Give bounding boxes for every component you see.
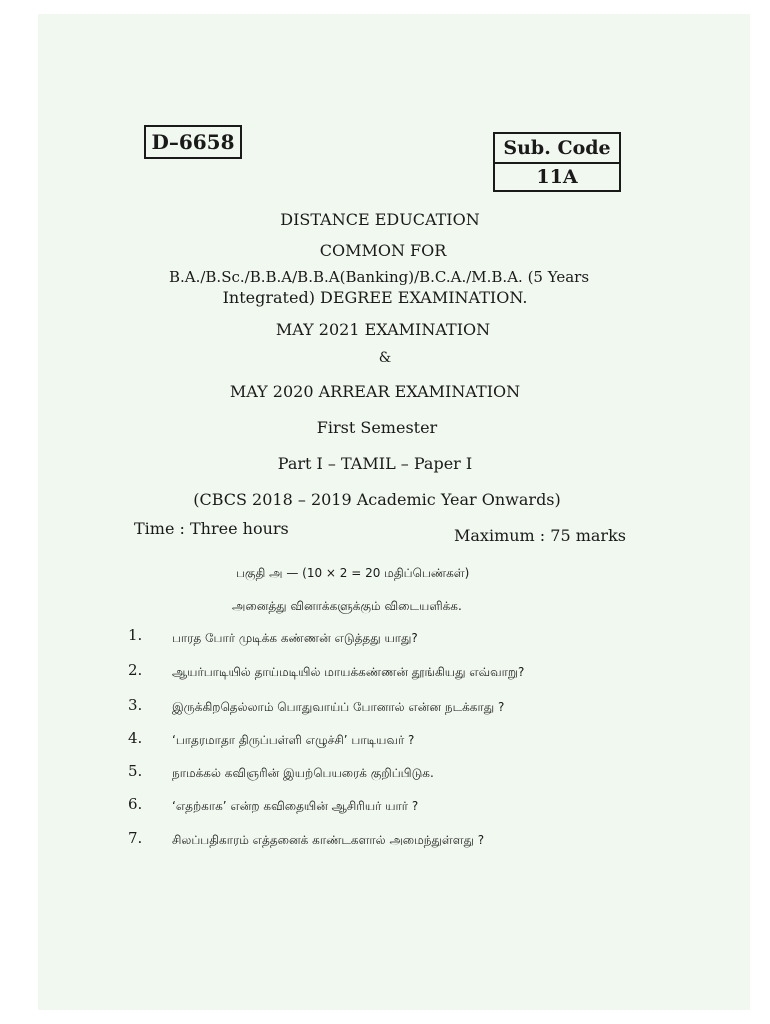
question-text: ஆயர்பாடியில் தாய்மடியில் மாயக்கண்ணன் தூங்கியது எவ்வாறு? (172, 665, 525, 679)
question-number: 4. (128, 729, 143, 747)
title-line-distance-education: DISTANCE EDUCATION (280, 210, 480, 229)
question-text: நாமக்கல் கவிஞரின் இயற்பெயரைக் குறிப்பிடுக. (172, 766, 434, 780)
section-instruction: அனைத்து வினாக்களுக்கும் விடையளிக்க. (232, 599, 462, 613)
exam-time: Time : Three hours (134, 519, 289, 538)
title-line-part: Part I – TAMIL – Paper I (277, 454, 473, 473)
question-text: பாரத போர் முடிக்க கண்ணன் எடுத்தது யாது? (172, 631, 418, 645)
title-line-degree-exam: Integrated) DEGREE EXAMINATION. (222, 288, 528, 307)
title-line-cbcs: (CBCS 2018 – 2019 Academic Year Onwards) (193, 490, 561, 509)
title-line-ampersand: & (378, 350, 392, 366)
question-number: 6. (128, 795, 143, 813)
title-line-may-2021: MAY 2021 EXAMINATION (275, 320, 491, 339)
exam-max-marks: Maximum : 75 marks (454, 526, 626, 545)
section-heading: பகுதி அ — (10 × 2 = 20 மதிப்பெண்கள்) (236, 566, 470, 580)
sub-code-label: Sub. Code (503, 137, 611, 159)
question-number: 2. (128, 661, 143, 679)
paper-code-box (144, 125, 242, 159)
question-number: 7. (128, 829, 143, 847)
question-text: ‘எதற்காக’ என்ற கவிதையின் ஆசிரியர் யார் ? (172, 799, 419, 813)
question-text: இருக்கிறதெல்லாம் பொதுவாய்ப் போனால் என்ன நடக்காது ? (172, 700, 505, 714)
question-number: 1. (128, 626, 143, 644)
question-text: சிலப்பதிகாரம் எத்தனைக் காண்டகளால் அமைந்துள்ளது ? (172, 833, 485, 847)
question-text: ‘பாதரமாதா திருப்பள்ளி எழுச்சி’ பாடியவர் ? (172, 733, 415, 747)
title-line-common-for: COMMON FOR (319, 241, 447, 260)
paper-code: D–6658 (151, 130, 235, 154)
title-line-semester: First Semester (316, 418, 438, 437)
title-line-programmes: B.A./B.Sc./B.B.A/B.B.A(Banking)/B.C.A./M.B.A. (5 Years (168, 268, 590, 286)
sub-code-value: 11A (536, 166, 578, 188)
question-number: 5. (128, 762, 143, 780)
sub-code-label-box (493, 132, 621, 164)
paper-sheet (38, 14, 750, 1010)
question-number: 3. (128, 696, 143, 714)
title-line-may-2020: MAY 2020 ARREAR EXAMINATION (229, 382, 521, 401)
sub-code-value-box (493, 162, 621, 192)
